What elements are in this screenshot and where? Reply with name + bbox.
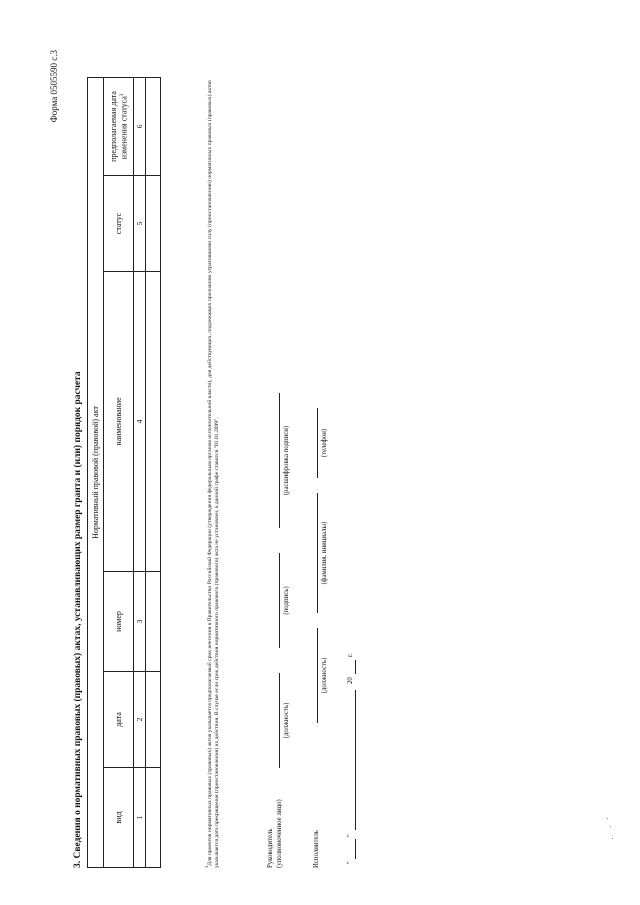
- head-label-sub: (уполномоченное лицо): [276, 799, 283, 868]
- executor-position-caption: (должность): [321, 657, 328, 694]
- column-footnote-mark: 3: [119, 93, 125, 97]
- scan-speck: [610, 826, 611, 827]
- table-cell: [146, 78, 161, 176]
- date-year-prefix: 20: [347, 677, 354, 684]
- executor-name-caption: (фамилия, инициалы): [321, 521, 328, 585]
- executor-phone-caption: (телефон): [321, 428, 328, 458]
- column-number: 4: [134, 272, 146, 572]
- table-cell: [146, 672, 161, 768]
- head-decoding-line: [279, 393, 280, 528]
- date-quote-open: ": [347, 861, 354, 864]
- date-year-line: [355, 660, 356, 674]
- executor-label: Исполнитель: [313, 829, 320, 868]
- acts-table: [87, 77, 161, 868]
- executor-name-line: [317, 493, 318, 613]
- column-header-kind: вид: [104, 768, 134, 868]
- date-day-line: [355, 839, 356, 859]
- form-content: [43, 48, 613, 868]
- column-number: 6: [134, 78, 146, 176]
- head-position-caption: (должность): [283, 702, 290, 739]
- table-column-header-row: [104, 78, 134, 868]
- column-header-date: дата: [104, 672, 134, 768]
- column-number: 2: [134, 672, 146, 768]
- date-month-line: [355, 690, 356, 830]
- date-quote-close: ": [347, 834, 354, 837]
- table-cell: [146, 272, 161, 572]
- footnote-text: Для проектов нормативных правовых (правовых) актов указывается предполагаемый срок внесения в Правительство Российской Федерации (утверждения федеральным органом исполнительной власти), для действующих, подлежащих признанию утратившими силу (приостановлению) нормативных правовых (правовых) актов указывается дата прекращения (приостановления) их действия. В случае если срок действия нормативного правового (правового) акта не установлен, в данной графе ставится "01.01.2099".: [206, 80, 221, 868]
- column-header-status: статус: [104, 176, 134, 272]
- footnote: [203, 78, 221, 868]
- table-group-header: Нормативный правовой (правовой) акт: [88, 78, 104, 868]
- column-number: 3: [134, 572, 146, 672]
- head-label: Руководитель: [267, 828, 274, 868]
- head-position-line: [279, 673, 280, 768]
- scan-speck: [607, 818, 608, 819]
- table-row: [146, 78, 161, 868]
- column-header-status-change-date: [104, 78, 134, 176]
- column-header-number: номер: [104, 572, 134, 672]
- footnote-mark: 3: [204, 865, 209, 868]
- form-label: Форма 0505590 с.3: [49, 50, 59, 123]
- column-header-name: наименование: [104, 272, 134, 572]
- section-title: 3. Сведения о нормативных правовых (правовых) актах, устанавливающих размер гранта и (или) порядок расчета: [73, 371, 83, 868]
- scan-speck: [612, 838, 613, 839]
- head-decoding-caption: (расшифровка подписи): [283, 425, 290, 496]
- table-cell: [146, 176, 161, 272]
- column-number: 5: [134, 176, 146, 272]
- head-signature-caption: (подпись): [283, 586, 290, 615]
- date-year-suffix: г.: [347, 653, 354, 657]
- column-header-status-change-date-text: предполагаемая дата изменения статуса: [108, 91, 129, 162]
- table-number-row: [134, 78, 146, 868]
- head-signature-line: [279, 553, 280, 648]
- executor-position-line: [317, 628, 318, 723]
- table-cell: [146, 768, 161, 868]
- column-number: 1: [134, 768, 146, 868]
- table-cell: [146, 572, 161, 672]
- table-group-header-row: [88, 78, 104, 868]
- executor-phone-line: [317, 408, 318, 478]
- signature-block: [267, 78, 387, 868]
